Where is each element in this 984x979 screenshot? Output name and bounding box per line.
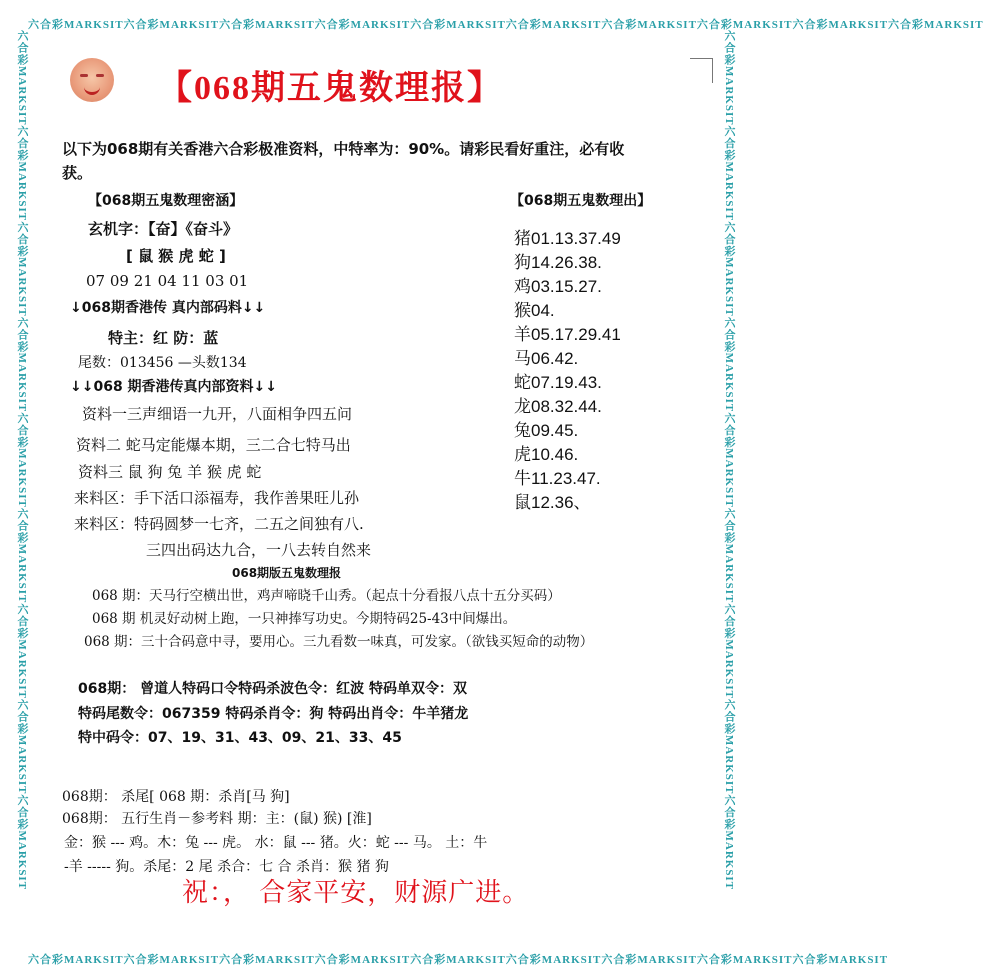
poem-1: 068 期：天马行空横出世，鸡声啼晓千山秀。（起点十分看报八点十五分买码） — [92, 588, 561, 604]
order-line-1: 068期： 曾道人特码口令特码杀波色令：红波 特码单双令：双 — [78, 681, 467, 697]
xuanji-text: 玄机字：【奋】《奋斗》 — [88, 220, 239, 238]
ziliao-1: 资料一三声细语一九开，八面相争四五问 — [82, 405, 353, 423]
poem-3: 068 期：三十合码意中寻，要用心。三九看数一味真，可发家。（欲钱买短命的动物） — [84, 634, 594, 650]
zodiac-item: 蛇07.19.43. — [514, 373, 602, 392]
corner-mark — [690, 58, 713, 83]
zodiac-item: 兔09.45. — [514, 421, 579, 440]
decorative-border-top: 六合彩MARKSIT六合彩MARKSIT六合彩MARKSIT六合彩MARKSIT六合彩MARKSIT六合彩MARKSIT六合彩MARKSIT六合彩MARKSIT六合彩MARKSIT六合彩MARKSIT — [28, 19, 984, 31]
animals-bracket: [ 鼠 猴 虎 蛇 ] — [126, 247, 226, 265]
order-line-3: 特中码令：07、19、31、43、09、21、33、45 — [78, 730, 402, 746]
hk-internal-heading-2: ↓↓068 期香港传真内部资料↓↓ — [70, 379, 278, 395]
tezhu-line: 特主：红 防：蓝 — [108, 329, 219, 347]
intro-line-1: 以下为068期有关香港六合彩极准资料，中特率为：90%。请彩民看好重注，必有收 — [62, 140, 625, 158]
zodiac-item: 马06.42. — [514, 349, 579, 368]
kill-tail-line: 068期： 杀尾[ 068 期：杀肖[马 狗] — [62, 789, 290, 805]
laiyu-3: 三四出码达九合，一八去转自然来 — [146, 541, 372, 559]
page-title: 【068期五鬼数理报】 — [158, 70, 503, 107]
zodiac-item: 虎10.46. — [514, 445, 579, 464]
zodiac-item: 牛11.23.47. — [514, 469, 601, 488]
ziliao-2: 资料二 蛇马定能爆本期，三二合七特马出 — [76, 436, 351, 454]
wuxing-heading: 068期： 五行生肖－参考料 期：主：(鼠) 猴) [淮] — [62, 811, 372, 827]
poem-2: 068 期 机灵好动树上跑，一只神捧写功史。今期特码25-43中间爆出。 — [92, 611, 517, 627]
zodiac-item: 鼠12.36、 — [514, 493, 591, 512]
laiyu-2: 来料区：特码圆梦一七齐，二五之间独有八. — [74, 515, 364, 533]
zodiac-item: 羊05.17.29.41 — [514, 325, 621, 344]
blessing-text: 祝：， 合家平安，财源广进。 — [182, 878, 530, 908]
weishu-line: 尾数：013456 —头数134 — [78, 355, 247, 371]
mascot-face-icon — [70, 58, 114, 102]
hk-internal-heading-1: ↓068期香港传 真内部码料↓↓ — [70, 300, 266, 316]
decorative-border-right: 六合彩MARKSIT六合彩MARKSIT六合彩MARKSIT六合彩MARKSIT六合彩MARKSIT六合彩MARKSIT六合彩MARKSIT六合彩MARKSIT六合彩MARKSIT — [723, 30, 735, 891]
numbers-row: 07 09 21 04 11 03 01 — [86, 272, 249, 290]
zodiac-item: 猴04. — [514, 301, 555, 320]
zodiac-item: 龙08.32.44. — [514, 397, 602, 416]
zodiac-item: 猪01.13.37.49 — [514, 229, 621, 248]
laiyu-1: 来料区：手下活口添福寿，我作善果旺儿孙 — [74, 489, 360, 507]
order-line-2: 特码尾数令：067359 特码杀肖令：狗 特码出肖令：牛羊猪龙 — [78, 706, 469, 722]
subtitle: 068期版五鬼数理报 — [232, 566, 342, 580]
left-section-header: 【068期五鬼数理密涵】 — [88, 193, 244, 209]
wuxing-line-2: -羊 ----- 狗。杀尾：2 尾 杀合：七 合 杀肖：猴 猪 狗 — [64, 859, 389, 875]
zodiac-item: 狗14.26.38. — [514, 253, 602, 272]
ziliao-3: 资料三 鼠 狗 兔 羊 猴 虎 蛇 — [78, 463, 262, 481]
right-section-header: 【068期五鬼数理出】 — [510, 193, 652, 209]
zodiac-item: 鸡03.15.27. — [514, 277, 602, 296]
intro-line-2: 获。 — [62, 164, 93, 182]
wuxing-line-1: 金：猴 --- 鸡。木：兔 --- 虎。 水：鼠 --- 猪。火：蛇 --- 马。 土：牛 — [64, 835, 488, 851]
decorative-border-left: 六合彩MARKSIT六合彩MARKSIT六合彩MARKSIT六合彩MARKSIT六合彩MARKSIT六合彩MARKSIT六合彩MARKSIT六合彩MARKSIT六合彩MARKSIT — [16, 30, 28, 891]
decorative-border-bottom: 六合彩MARKSIT六合彩MARKSIT六合彩MARKSIT六合彩MARKSIT六合彩MARKSIT六合彩MARKSIT六合彩MARKSIT六合彩MARKSIT六合彩MARKSIT — [28, 954, 889, 966]
